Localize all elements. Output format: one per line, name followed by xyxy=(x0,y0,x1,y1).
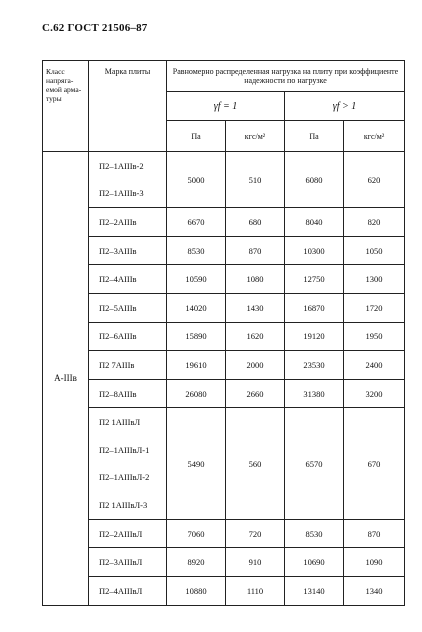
value-kgs1: 680 xyxy=(226,208,285,237)
table-row xyxy=(43,322,405,351)
value-kgs2: 1720 xyxy=(344,293,405,322)
value-kgs1: 720 xyxy=(226,519,285,548)
table-row xyxy=(43,208,405,237)
brand-cell: П2–2АIIIв xyxy=(89,208,167,237)
value-pa2: 16870 xyxy=(285,293,344,322)
brand-cell: П2–1АIIIвЛ-2 xyxy=(89,464,167,492)
table-row xyxy=(43,519,405,548)
value-pa1: 14020 xyxy=(167,293,226,322)
value-pa1: 8920 xyxy=(167,548,226,577)
value-pa1: 19610 xyxy=(167,351,226,380)
value-pa2: 10690 xyxy=(285,548,344,577)
value-kgs1: 910 xyxy=(226,548,285,577)
klass-cell: А-IIIв xyxy=(43,152,89,606)
table-row xyxy=(43,293,405,322)
value-kgs1: 2660 xyxy=(226,379,285,408)
value-pa1: 8530 xyxy=(167,236,226,265)
brand-cell: П2–1АIIIв-3 xyxy=(89,180,167,208)
table-row xyxy=(43,265,405,294)
value-pa2: 8040 xyxy=(285,208,344,237)
brand-cell: П2–4АIIIв xyxy=(89,265,167,294)
value-kgs2: 1340 xyxy=(344,576,405,605)
value-kgs2: 2400 xyxy=(344,351,405,380)
value-pa1: 10590 xyxy=(167,265,226,294)
value-kgs1: 2000 xyxy=(226,351,285,380)
value-kgs1: 510 xyxy=(226,152,285,208)
unit-kgs-1: кгс/м² xyxy=(226,121,285,152)
brand-cell: П2 1АIIIвЛ-3 xyxy=(89,491,167,519)
value-kgs2: 1090 xyxy=(344,548,405,577)
value-kgs2: 620 xyxy=(344,152,405,208)
value-kgs2: 1950 xyxy=(344,322,405,351)
page-header: С.62 ГОСТ 21506–87 xyxy=(42,22,148,34)
brand-cell: П2–3АIIIв xyxy=(89,236,167,265)
brand-cell: П2 1АIIIвЛ xyxy=(89,408,167,436)
value-kgs2: 820 xyxy=(344,208,405,237)
value-kgs2: 870 xyxy=(344,519,405,548)
table-row xyxy=(43,379,405,408)
col-header-load: Равномерно распределенная нагрузка на плиту при коэффициенте надежности по нагрузке xyxy=(167,61,405,92)
brand-cell: П2–5АIIIв xyxy=(89,293,167,322)
value-pa2: 12750 xyxy=(285,265,344,294)
value-pa1: 7060 xyxy=(167,519,226,548)
value-kgs2: 1300 xyxy=(344,265,405,294)
table-row xyxy=(43,548,405,577)
value-pa1: 10880 xyxy=(167,576,226,605)
table-row xyxy=(43,351,405,380)
value-pa1: 6670 xyxy=(167,208,226,237)
brand-cell: П2–4АIIIвЛ xyxy=(89,576,167,605)
brand-cell: П2–1АIIIв-2 xyxy=(89,152,167,180)
col-header-gamma-1: γf = 1 xyxy=(167,92,285,121)
unit-pa-1: Па xyxy=(167,121,226,152)
col-header-gamma-2: γf > 1 xyxy=(285,92,405,121)
value-pa2: 6080 xyxy=(285,152,344,208)
value-pa2: 23530 xyxy=(285,351,344,380)
value-pa1: 5000 xyxy=(167,152,226,208)
value-kgs2: 3200 xyxy=(344,379,405,408)
brand-cell: П2–6АIIIв xyxy=(89,322,167,351)
value-pa1: 15890 xyxy=(167,322,226,351)
value-kgs1: 1110 xyxy=(226,576,285,605)
unit-kgs-2: кгс/м² xyxy=(344,121,405,152)
value-pa1: 5490 xyxy=(167,408,226,519)
value-pa1: 26080 xyxy=(167,379,226,408)
col-header-marka: Марка плиты xyxy=(89,61,167,152)
table-row xyxy=(43,576,405,605)
load-table xyxy=(42,60,405,606)
value-pa2: 6570 xyxy=(285,408,344,519)
value-pa2: 8530 xyxy=(285,519,344,548)
table-row xyxy=(43,408,405,436)
brand-cell: П2–1АIIIвЛ-1 xyxy=(89,436,167,464)
value-pa2: 13140 xyxy=(285,576,344,605)
table-row xyxy=(43,152,405,180)
value-kgs1: 1430 xyxy=(226,293,285,322)
value-pa2: 31380 xyxy=(285,379,344,408)
value-pa2: 19120 xyxy=(285,322,344,351)
brand-cell: П2–3АIIIвЛ xyxy=(89,548,167,577)
value-kgs1: 870 xyxy=(226,236,285,265)
brand-cell: П2–8АIIIв xyxy=(89,379,167,408)
value-kgs1: 1620 xyxy=(226,322,285,351)
brand-cell: П2 7АIIIв xyxy=(89,351,167,380)
unit-pa-2: Па xyxy=(285,121,344,152)
value-kgs1: 560 xyxy=(226,408,285,519)
table-row xyxy=(43,236,405,265)
value-kgs2: 1050 xyxy=(344,236,405,265)
value-pa2: 10300 xyxy=(285,236,344,265)
value-kgs1: 1080 xyxy=(226,265,285,294)
col-header-klass: Класс напряга-емой арма-туры xyxy=(43,61,89,152)
brand-cell: П2–2АIIIвЛ xyxy=(89,519,167,548)
value-kgs2: 670 xyxy=(344,408,405,519)
